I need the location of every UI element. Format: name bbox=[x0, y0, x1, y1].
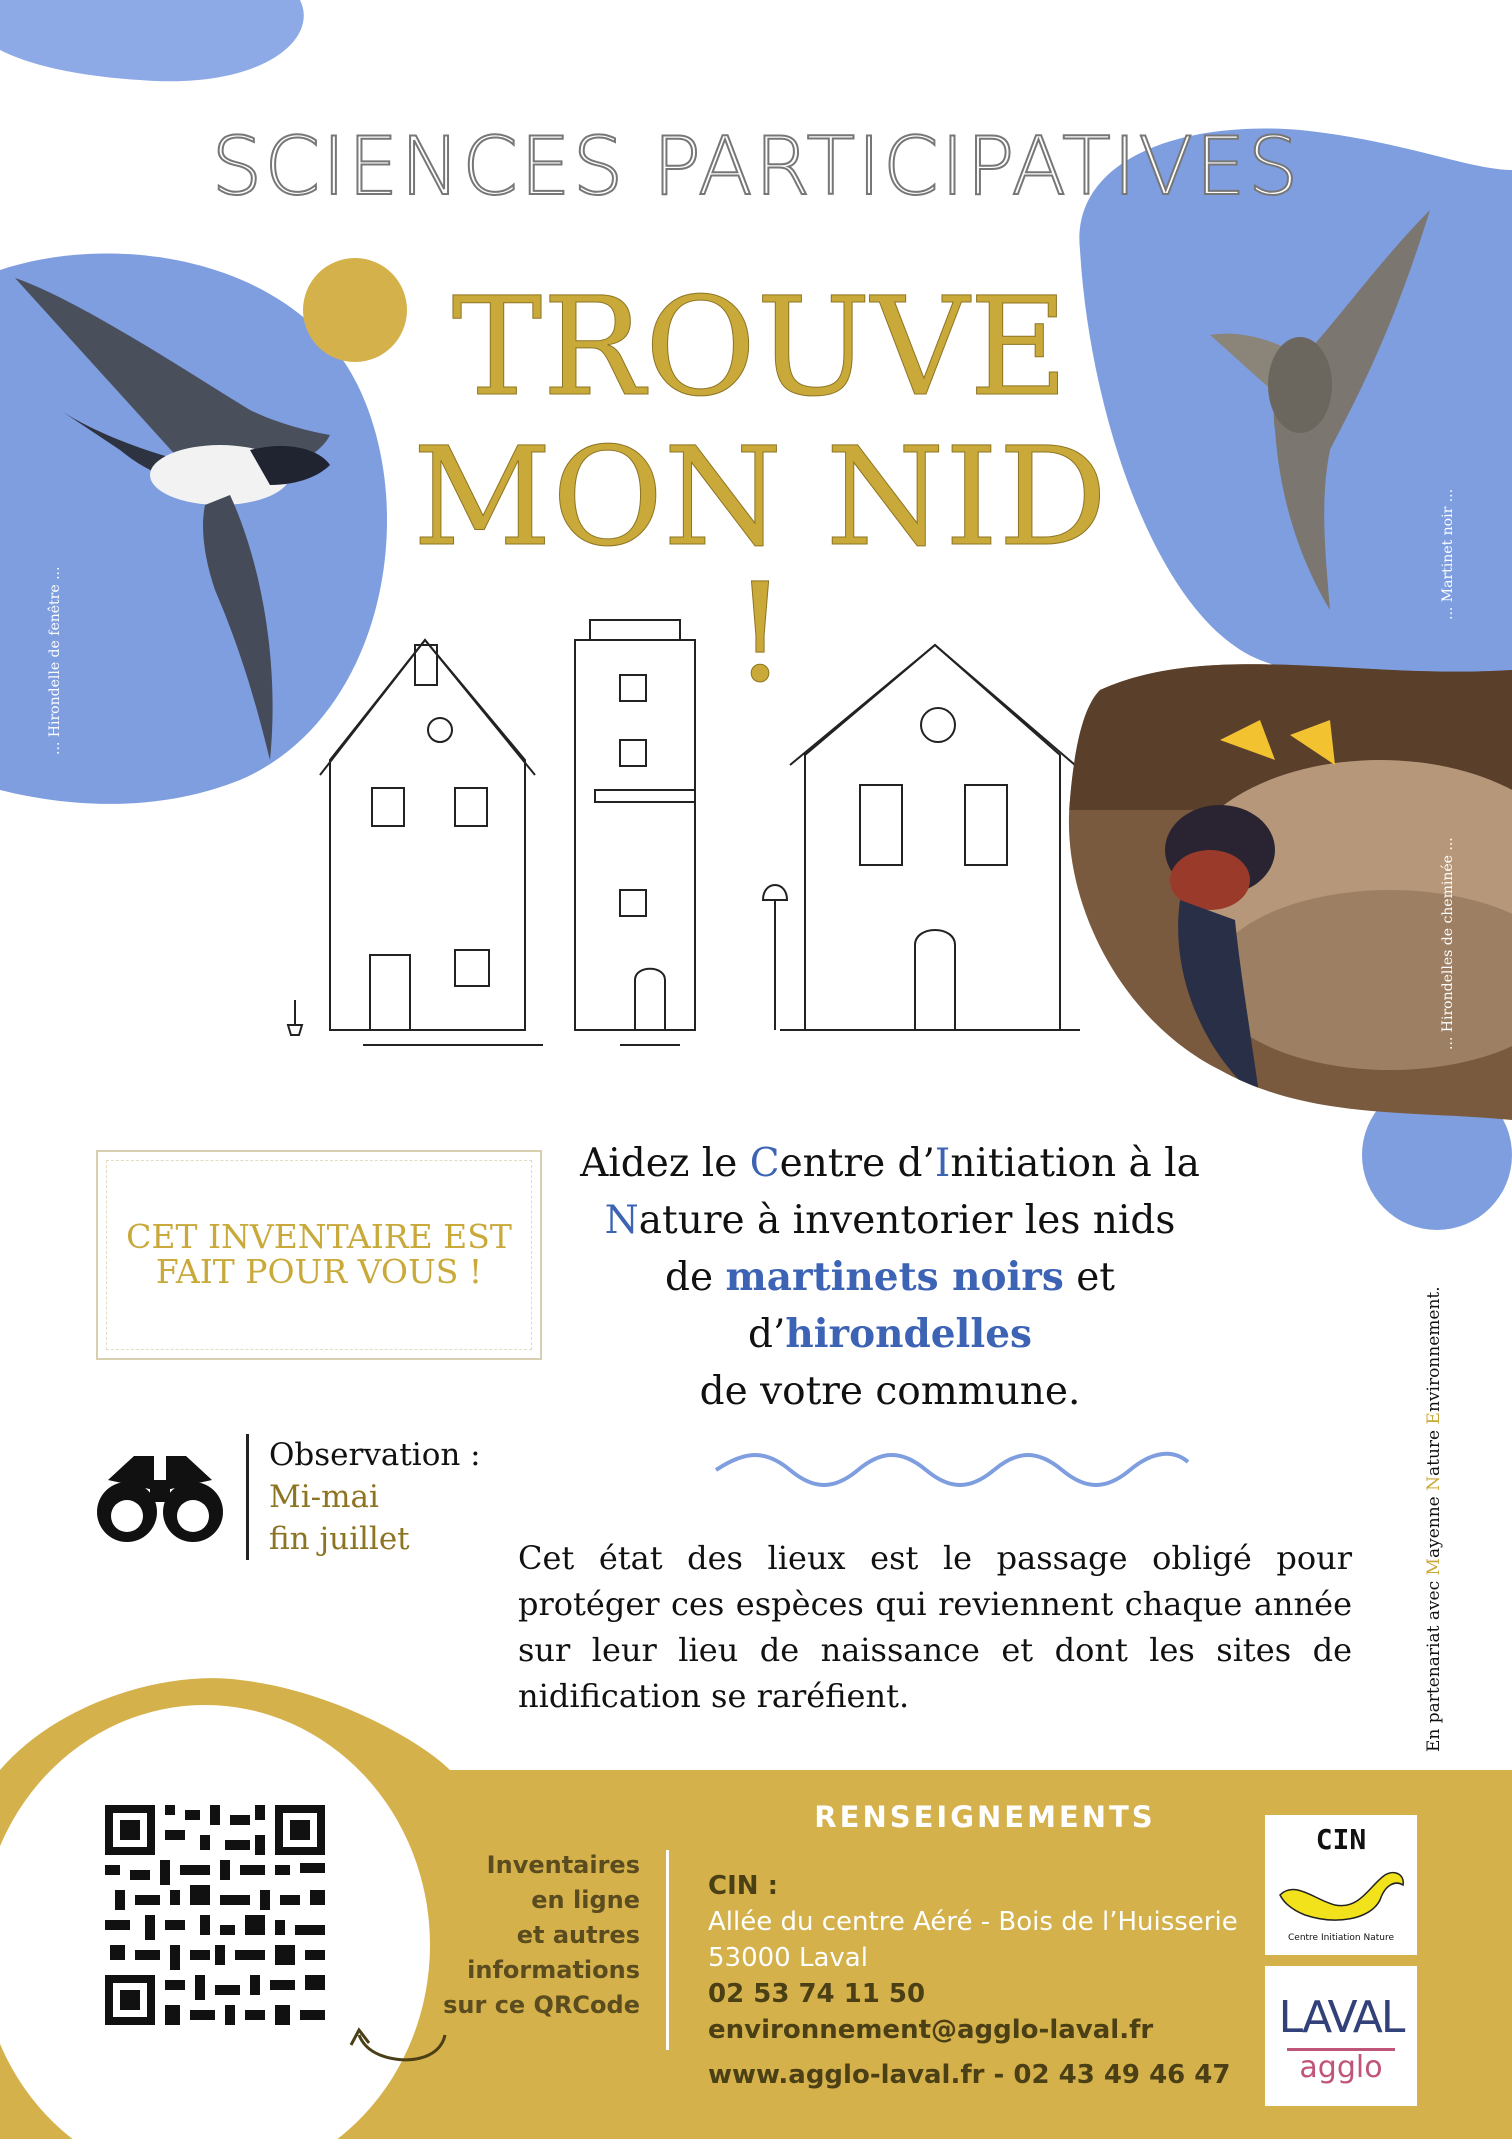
footer-title: RENSEIGNEMENTS bbox=[814, 1800, 1156, 1834]
curved-arrow-icon bbox=[345, 2015, 455, 2075]
laval-agglo-logo bbox=[1265, 1966, 1417, 2106]
footer-separator bbox=[666, 1850, 669, 2050]
contact-phone[interactable]: 02 53 74 11 50 bbox=[708, 1979, 926, 2009]
contact-email[interactable]: environnement@agglo-laval.fr bbox=[708, 2015, 1154, 2045]
right-photo-caption: ... Martinet noir ... bbox=[1440, 488, 1456, 620]
lead-paragraph bbox=[560, 1135, 1220, 1420]
qr-caption-line-3: et autres bbox=[516, 1921, 640, 1949]
common-swift-photo bbox=[1150, 200, 1490, 620]
lead-line-2: Nature à inventorier les nids bbox=[604, 1198, 1176, 1243]
contact-block bbox=[708, 1868, 1238, 2048]
contact-address-2: 53000 Laval bbox=[708, 1943, 868, 1973]
cin-logo bbox=[1265, 1815, 1417, 1955]
main-title-line2: MON NID ! bbox=[412, 419, 1108, 713]
target-audience-box bbox=[96, 1150, 542, 1360]
body-paragraph: Cet état des lieux est le passage obligé pour protéger ces espèces qui reviennent chaque année sur leur lieu de naissance et dont les sites de nidification se raréfient. bbox=[518, 1539, 1352, 1715]
laval-logo-title: LAVAL bbox=[1278, 1992, 1404, 2043]
lead-line-5: de votre commune. bbox=[699, 1369, 1081, 1414]
contact-address-1: Allée du centre Aéré - Bois de l’Huisserie bbox=[708, 1907, 1238, 1937]
observation-period bbox=[246, 1434, 481, 1560]
observation-start: Mi-mai bbox=[269, 1479, 379, 1515]
left-photo-caption: ... Hirondelle de fenêtre ... bbox=[47, 566, 63, 755]
cin-logo-subtitle: Centre Initiation Nature bbox=[1288, 1933, 1394, 1943]
houses-illustration bbox=[280, 580, 1180, 1050]
contact-org: CIN : bbox=[708, 1871, 778, 1901]
binoculars-icon bbox=[94, 1450, 226, 1546]
website-link[interactable]: www.agglo-laval.fr - 02 43 49 46 47 bbox=[708, 2060, 1231, 2090]
observation-end: fin juillet bbox=[269, 1521, 410, 1557]
laval-logo-subtitle: agglo bbox=[1299, 2050, 1383, 2085]
top-left-blob bbox=[0, 0, 304, 81]
observation-label: Observation : bbox=[269, 1437, 481, 1473]
lead-line-4: d’hirondelles bbox=[748, 1311, 1032, 1357]
lead-line-1: Aidez le Centre d’Initiation à la bbox=[580, 1141, 1200, 1186]
qr-caption-line-2: en ligne bbox=[531, 1886, 640, 1914]
qr-caption-line-1: Inventaires bbox=[486, 1851, 640, 1879]
partnership-note: En partenariat avec Mayenne Nature Environnement. bbox=[1424, 1286, 1444, 1752]
wave-divider bbox=[716, 1454, 1188, 1485]
cin-logo-title: CIN bbox=[1315, 1823, 1367, 1856]
qr-caption-line-5: sur ce QRCode bbox=[443, 1991, 640, 2019]
qr-code[interactable] bbox=[105, 1805, 325, 2025]
qr-caption-line-4: informations bbox=[467, 1956, 640, 1984]
cin-squirrel-icon bbox=[1275, 1855, 1407, 1925]
nest-photo-caption: ... Hirondelles de cheminée ... bbox=[1440, 837, 1456, 1050]
main-title-line1: TROUVE bbox=[451, 269, 1069, 427]
kicker-title: SCIENCES PARTICIPATIVES bbox=[211, 120, 1301, 213]
target-audience-text: CET INVENTAIRE EST FAIT POUR VOUS ! bbox=[106, 1160, 532, 1350]
lead-line-3: de martinets noirs et bbox=[665, 1254, 1115, 1300]
qr-caption bbox=[440, 1848, 640, 2023]
